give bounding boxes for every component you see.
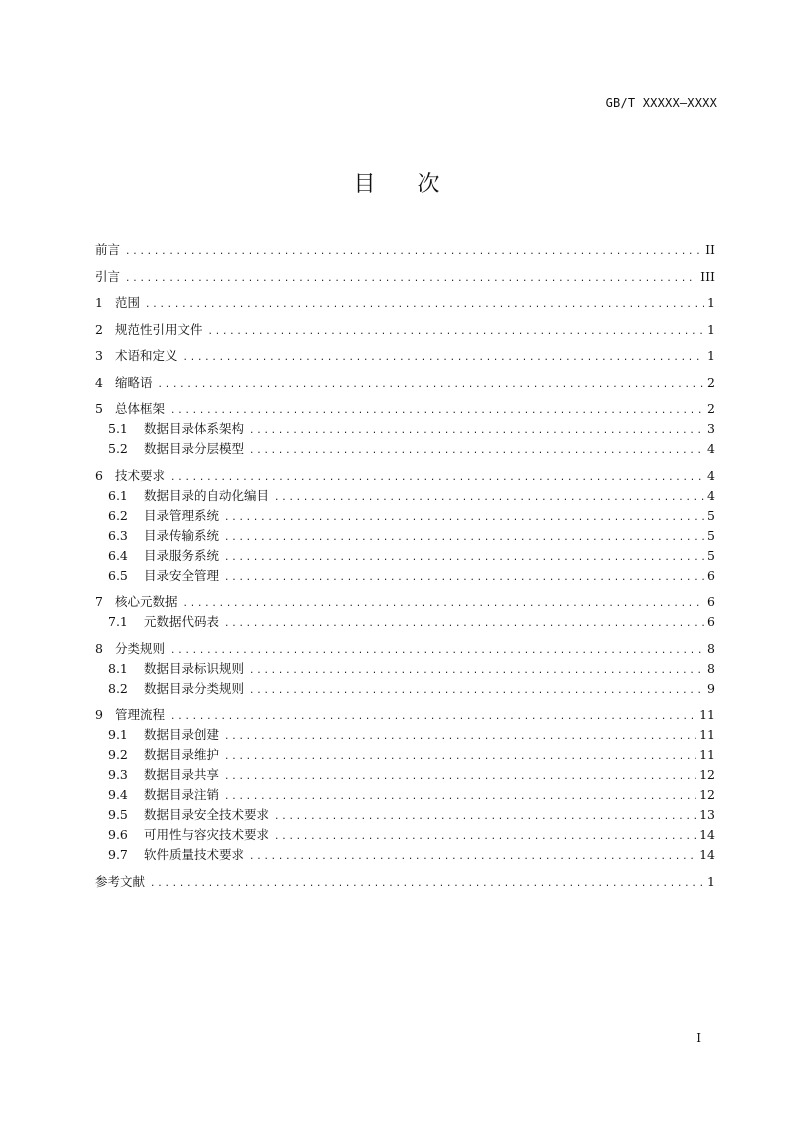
toc-entry-title: 数据目录安全技术要求: [144, 807, 270, 822]
toc-entry-number: 3: [95, 348, 103, 363]
toc-entry-number: 9.6: [108, 827, 128, 842]
toc-entry-title: 数据目录分类规则: [144, 680, 245, 696]
toc-entry-title: 缩略语: [115, 374, 153, 390]
dot-leader: [183, 348, 704, 368]
toc-entry[interactable]: [95, 805, 715, 825]
toc-entry[interactable]: [95, 466, 715, 486]
toc-entry[interactable]: [95, 725, 715, 745]
toc-entry-title: 数据目录维护: [144, 747, 220, 762]
dot-leader: [224, 727, 696, 747]
toc-entry-number: 8.2: [108, 680, 128, 696]
toc-entry-number: 5: [95, 401, 103, 416]
toc-entry-number: 8.1: [108, 660, 128, 676]
toc-entry-title: 数据目录共享: [144, 767, 220, 782]
toc-entry-number: 4: [95, 374, 103, 390]
toc-entry-number: 9: [95, 707, 103, 722]
toc-entry-page: 2: [707, 374, 715, 390]
toc-entry-title: 引言: [95, 268, 121, 284]
toc-entry-title: 总体框架: [115, 401, 166, 416]
toc-entry[interactable]: [95, 872, 715, 892]
toc-entry-page: 6: [707, 614, 715, 629]
dot-leader: [274, 807, 696, 827]
toc-entry-number: 6.4: [108, 547, 128, 563]
dot-leader: [170, 468, 704, 488]
dot-leader: [224, 787, 696, 807]
toc-entry[interactable]: [95, 267, 715, 287]
toc-entry-title: 技术要求: [115, 467, 166, 483]
toc-entry-title: 目录安全管理: [144, 567, 220, 583]
toc-entry-page: 1: [707, 348, 715, 363]
dot-leader: [170, 707, 696, 727]
dot-leader: [208, 322, 704, 342]
toc-entry-page: 8: [707, 640, 715, 656]
toc-entry-page: 8: [707, 660, 715, 676]
toc-entry-number: 9.1: [108, 727, 128, 742]
toc-entry-page: 13: [699, 807, 715, 822]
toc-entry-page: 11: [699, 727, 715, 742]
dot-leader: [224, 508, 704, 528]
toc-entry[interactable]: [95, 419, 715, 439]
dot-leader: [170, 401, 704, 421]
toc-entry-page: 1: [707, 873, 715, 889]
toc-entry-number: 9.2: [108, 747, 128, 762]
toc-entry-page: 11: [699, 707, 715, 722]
toc-entry-number: 6.2: [108, 507, 128, 523]
toc-entry-page: 4: [707, 487, 715, 503]
dot-leader: [158, 375, 704, 395]
toc-entry-title: 可用性与容灾技术要求: [144, 827, 270, 842]
toc-entry-page: 3: [707, 421, 715, 436]
toc-entry-number: 9.3: [108, 767, 128, 782]
toc-entry-title: 参考文献: [95, 873, 146, 889]
document-code: GB/T XXXXX—XXXX: [605, 96, 717, 110]
toc-entry-title: 核心元数据: [115, 594, 178, 609]
toc-entry[interactable]: [95, 526, 715, 546]
toc-entry-page: 9: [707, 680, 715, 696]
toc-entry[interactable]: [95, 765, 715, 785]
toc-entry[interactable]: [95, 845, 715, 865]
dot-leader: [125, 269, 697, 289]
toc-entry-title: 术语和定义: [115, 348, 178, 363]
toc-entry-page: 12: [699, 767, 715, 782]
toc-entry[interactable]: [95, 679, 715, 699]
toc-entry-page: 1: [707, 321, 715, 337]
toc-entry-number: 9.5: [108, 807, 128, 822]
dot-leader: [249, 847, 696, 867]
dot-leader: [224, 528, 704, 548]
dot-leader: [170, 641, 704, 661]
dot-leader: [249, 681, 704, 701]
toc-entry-page: 12: [699, 787, 715, 802]
toc-entry-number: 6.5: [108, 567, 128, 583]
toc-entry-title: 目录服务系统: [144, 547, 220, 563]
toc-entry-number: 6: [95, 467, 103, 483]
dot-leader: [145, 295, 704, 315]
toc-entry[interactable]: [95, 592, 715, 612]
toc-entry-page: 1: [707, 295, 715, 310]
toc-entry-title: 分类规则: [115, 640, 166, 656]
toc-entry-title: 前言: [95, 242, 121, 257]
toc-entry-title: 数据目录创建: [144, 727, 220, 742]
toc-entry-number: 6.3: [108, 527, 128, 543]
table-of-contents: [95, 240, 715, 892]
toc-entry-page: 5: [707, 507, 715, 523]
toc-entry-title: 目录传输系统: [144, 527, 220, 543]
toc-entry[interactable]: [95, 486, 715, 506]
toc-entry-title: 数据目录体系架构: [144, 421, 245, 436]
toc-entry-number: 1: [95, 295, 103, 310]
toc-heading: 目次: [353, 172, 482, 197]
toc-entry-number: 9.7: [108, 847, 128, 862]
toc-entry[interactable]: [95, 346, 715, 366]
toc-entry-page: 2: [707, 401, 715, 416]
toc-entry-page: II: [705, 242, 715, 257]
toc-entry-number: 2: [95, 321, 103, 337]
toc-entry-title: 数据目录注销: [144, 787, 220, 802]
dot-leader: [125, 242, 702, 262]
toc-entry-page: 14: [699, 827, 715, 842]
toc-entry[interactable]: [95, 373, 715, 393]
dot-leader: [150, 874, 704, 894]
toc-entry-number: 7: [95, 594, 103, 609]
toc-entry-page: 4: [707, 441, 715, 456]
dot-leader: [249, 661, 704, 681]
toc-entry[interactable]: [95, 639, 715, 659]
dot-leader: [249, 441, 704, 461]
toc-entry[interactable]: [95, 825, 715, 845]
toc-entry-page: 6: [707, 594, 715, 609]
toc-entry[interactable]: [95, 785, 715, 805]
toc-entry-number: 6.1: [108, 487, 128, 503]
toc-entry-number: 5.1: [108, 421, 128, 436]
toc-entry-page: 5: [707, 527, 715, 543]
toc-entry[interactable]: [95, 566, 715, 586]
dot-leader: [249, 421, 704, 441]
toc-entry[interactable]: [95, 659, 715, 679]
toc-entry[interactable]: [95, 439, 715, 459]
dot-leader: [224, 747, 696, 767]
toc-entry-page: 14: [699, 847, 715, 862]
page-number: I: [696, 1031, 701, 1045]
dot-leader: [183, 594, 704, 614]
toc-entry[interactable]: [95, 612, 715, 632]
toc-entry-title: 管理流程: [115, 707, 166, 722]
dot-leader: [224, 767, 696, 787]
toc-entry[interactable]: [95, 399, 715, 419]
toc-entry[interactable]: [95, 293, 715, 313]
toc-entry-page: III: [700, 268, 715, 284]
toc-entry[interactable]: [95, 745, 715, 765]
dot-leader: [224, 548, 704, 568]
toc-entry-title: 目录管理系统: [144, 507, 220, 523]
toc-entry-page: 6: [707, 567, 715, 583]
toc-entry-page: 11: [699, 747, 715, 762]
toc-entry-number: 8: [95, 640, 103, 656]
dot-leader: [274, 827, 696, 847]
toc-entry[interactable]: [95, 546, 715, 566]
toc-entry-title: 规范性引用文件: [115, 321, 203, 337]
toc-entry[interactable]: [95, 705, 715, 725]
dot-leader: [274, 488, 704, 508]
toc-entry-number: 5.2: [108, 441, 128, 456]
toc-entry-number: 9.4: [108, 787, 128, 802]
toc-entry-page: 5: [707, 547, 715, 563]
toc-entry-page: 4: [707, 467, 715, 483]
toc-entry-title: 数据目录的自动化编目: [144, 487, 270, 503]
toc-entry[interactable]: [95, 506, 715, 526]
toc-entry-title: 范围: [115, 295, 141, 310]
toc-entry[interactable]: [95, 320, 715, 340]
dot-leader: [224, 614, 704, 634]
toc-entry-title: 元数据代码表: [144, 614, 220, 629]
dot-leader: [224, 568, 704, 588]
toc-entry-number: 7.1: [108, 614, 128, 629]
toc-entry-title: 数据目录标识规则: [144, 660, 245, 676]
toc-entry-title: 软件质量技术要求: [144, 847, 245, 862]
toc-entry-title: 数据目录分层模型: [144, 441, 245, 456]
toc-entry[interactable]: [95, 240, 715, 260]
